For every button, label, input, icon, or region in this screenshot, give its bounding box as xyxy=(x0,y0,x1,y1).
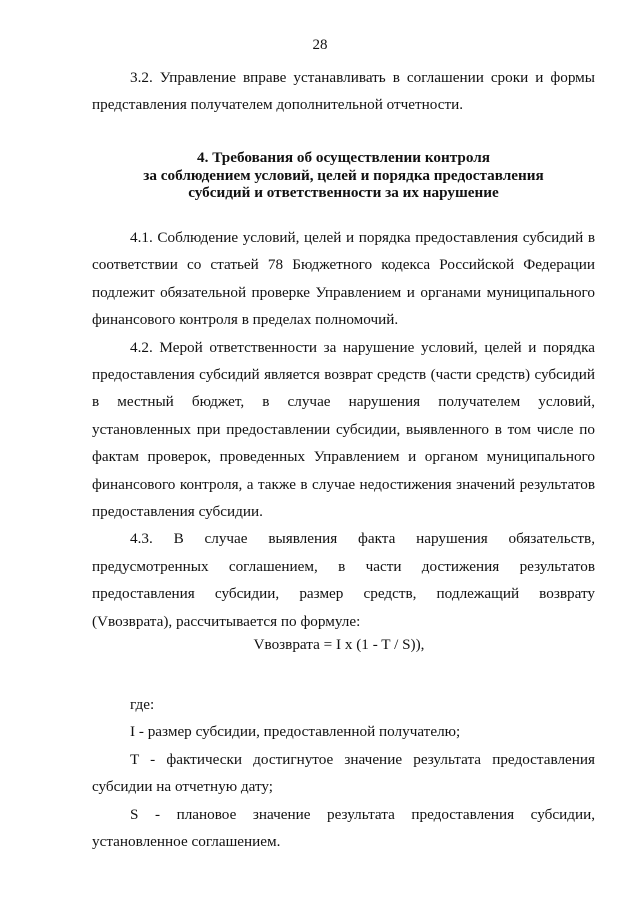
page-number: 28 xyxy=(312,37,328,53)
section-4-body xyxy=(92,224,595,635)
where-label: где: xyxy=(130,696,155,713)
formula: Vвозврата = I x (1 - T / S)), xyxy=(253,636,425,653)
paragraph-4-3: 4.3. В случае выявления факта нарушения обязательств, предусмотренных соглашением, в части достижения результатов предоставления субсидии, размер средств, подлежащий возврату (Vвозврата), рассчитывается по формуле: xyxy=(92,530,595,630)
paragraph-3-2: 3.2. Управление вправе устанавливать в соглашении сроки и формы представления получателем дополнительной отчетности. xyxy=(92,69,595,114)
definition-i: I - размер субсидии, предоставленной получателю; xyxy=(130,723,461,741)
definition-t: T - фактически достигнутое значение результата предоставления субсидии на отчетную дату; xyxy=(92,750,595,796)
heading-line-3: субсидий и ответственности за их нарушение xyxy=(188,184,499,201)
section-4-heading xyxy=(92,149,595,202)
paragraph-4-2: 4.2. Мерой ответственности за нарушение условий, целей и порядка предоставления субсидий является возврат средств (части средств) субсидий в местный бюджет, в случае нарушения получателем условий, установленных при предоставлении субсидии, выявленного в том числе по фактам проверок, проведенных Управлением и органом муниципального финансового контроля, а также в случае недостижения значений результатов предоставления субсидии. xyxy=(92,338,595,521)
definition-s: S - плановое значение результата предоставления субсидии, установленное соглашением. xyxy=(92,805,595,851)
paragraph-4-1: 4.1. Соблюдение условий, целей и порядка предоставления субсидий в соответствии со статьей 78 Бюджетного кодекса Российской Федерации подлежит обязательной проверке Управлением и органами муниципального финансового контроля в пределах полномочий. xyxy=(92,229,595,329)
section-3-2 xyxy=(92,64,595,119)
heading-line-2: за соблюдением условий, целей и порядка предоставления xyxy=(143,166,544,184)
definitions-block xyxy=(92,691,595,855)
heading-line-1: 4. Требования об осуществлении контроля xyxy=(197,149,490,166)
